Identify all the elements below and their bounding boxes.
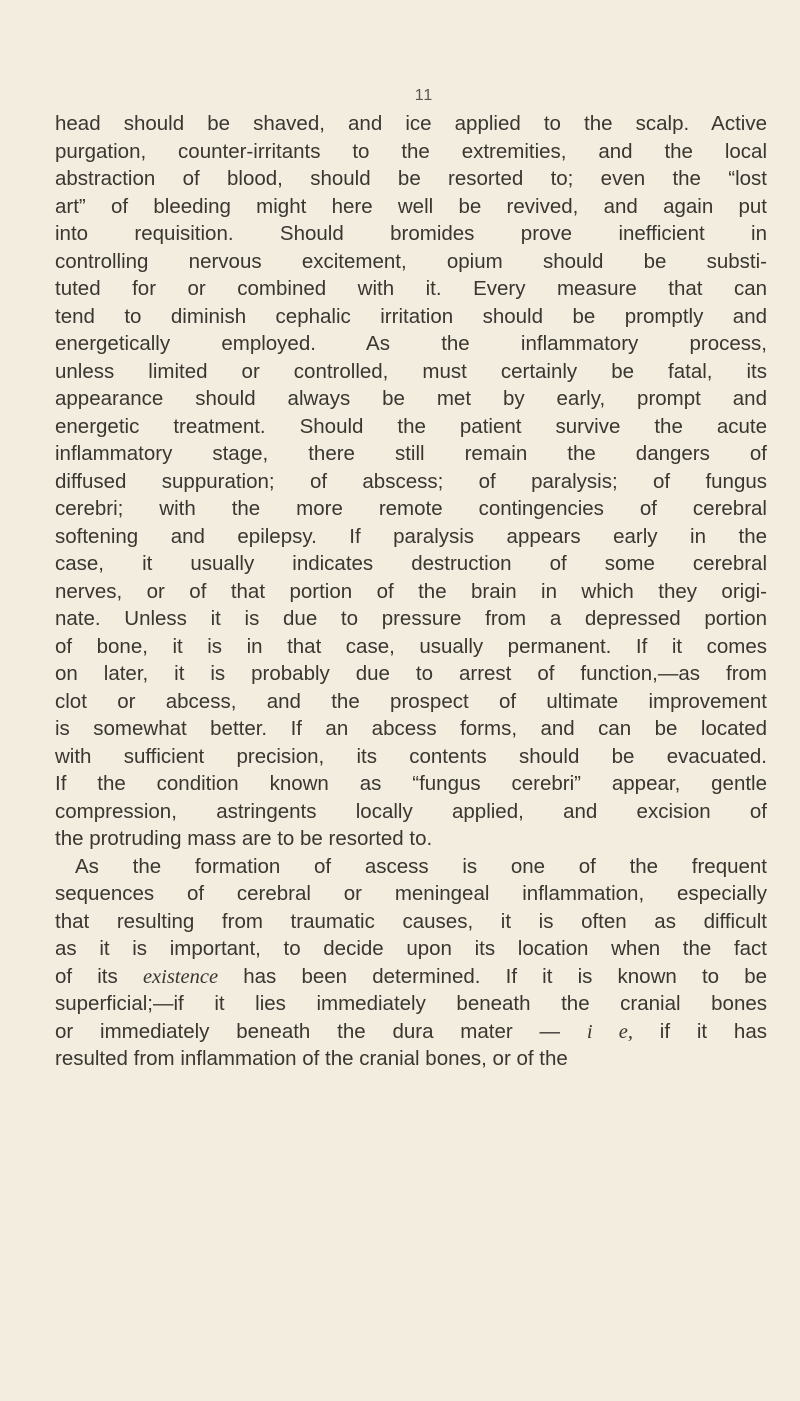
text-fragment: or immediately beneath the dura mater —	[55, 1019, 560, 1043]
text-line: nerves, or of that portion of the brain in which they origi-	[55, 579, 767, 603]
text-line: controlling nervous excitement, opium should be substi-	[55, 249, 767, 273]
text-line: resulted from inflammation of the cranial bones, or of the	[55, 1047, 568, 1070]
text-line: energetic treatment. Should the patient survive the acute	[55, 414, 767, 438]
text-line: the protruding mass are to be resorted to.	[55, 827, 433, 850]
text-fragment: has been determined. If it is known to be	[243, 964, 768, 988]
text-line: diffused suppuration; of abscess; of paralysis; of fungus	[55, 469, 767, 493]
text-line: purgation, counter-irritants to the extremities, and the local	[55, 139, 767, 163]
text-line: energetically employed. As the inflammatory process,	[55, 332, 767, 355]
body-text	[55, 110, 767, 1073]
text-line: as it is important, to decide upon its location when the fact	[55, 937, 767, 960]
text-line-with-italic	[55, 963, 767, 991]
text-line: compression, astringents locally applied, and excision of	[55, 799, 767, 823]
italic-word: existence	[142, 965, 219, 988]
text-line: As the formation of ascess is one of the frequent	[75, 854, 767, 878]
text-line: that resulting from traumatic causes, it is often as difficult	[55, 909, 767, 933]
text-line: cerebri; with the more remote contingencies of cerebral	[55, 497, 767, 520]
text-line: clot or abcess, and the prospect of ultimate improvement	[55, 689, 767, 713]
text-fragment: if it has	[659, 1019, 767, 1043]
text-line: is somewhat better. If an abcess forms, and can be located	[55, 717, 767, 740]
text-line: If the condition known as “fungus cerebri” appear, gentle	[55, 772, 767, 795]
text-line: nate. Unless it is due to pressure from a depressed portion	[55, 607, 767, 630]
text-line: tuted for or combined with it. Every measure that can	[55, 277, 767, 300]
text-line: inflammatory stage, there still remain the dangers of	[55, 442, 767, 465]
page-number: 11	[414, 87, 434, 104]
text-line: sequences of cerebral or meningeal inflammation, especially	[55, 882, 767, 905]
text-line: into requisition. Should bromides prove inefficient in	[55, 222, 767, 245]
text-line: appearance should always be met by early, prompt and	[55, 387, 767, 410]
italic-abbreviation: i e,	[586, 1020, 633, 1043]
text-line: on later, it is probably due to arrest of function,—as from	[55, 662, 767, 685]
text-line: superficial;—if it lies immediately beneath the cranial bones	[55, 992, 767, 1015]
text-line: head should be shaved, and ice applied to the scalp. Active	[55, 112, 767, 135]
text-line: abstraction of blood, should be resorted to; even the “lost	[55, 167, 767, 190]
text-line: softening and epilepsy. If paralysis appears early in the	[55, 524, 767, 548]
text-line: case, it usually indicates destruction of some cerebral	[55, 552, 767, 575]
text-line: art” of bleeding might here well be revived, and again put	[55, 194, 767, 218]
text-line: unless limited or controlled, must certainly be fatal, its	[55, 359, 767, 383]
text-line: of bone, it is in that case, usually permanent. If it comes	[55, 634, 767, 658]
text-line: tend to diminish cephalic irritation should be promptly and	[55, 304, 767, 328]
text-line-with-italic	[55, 1018, 767, 1046]
text-line: with sufficient precision, its contents should be evacuated.	[55, 744, 767, 768]
text-fragment: of its	[55, 964, 118, 988]
